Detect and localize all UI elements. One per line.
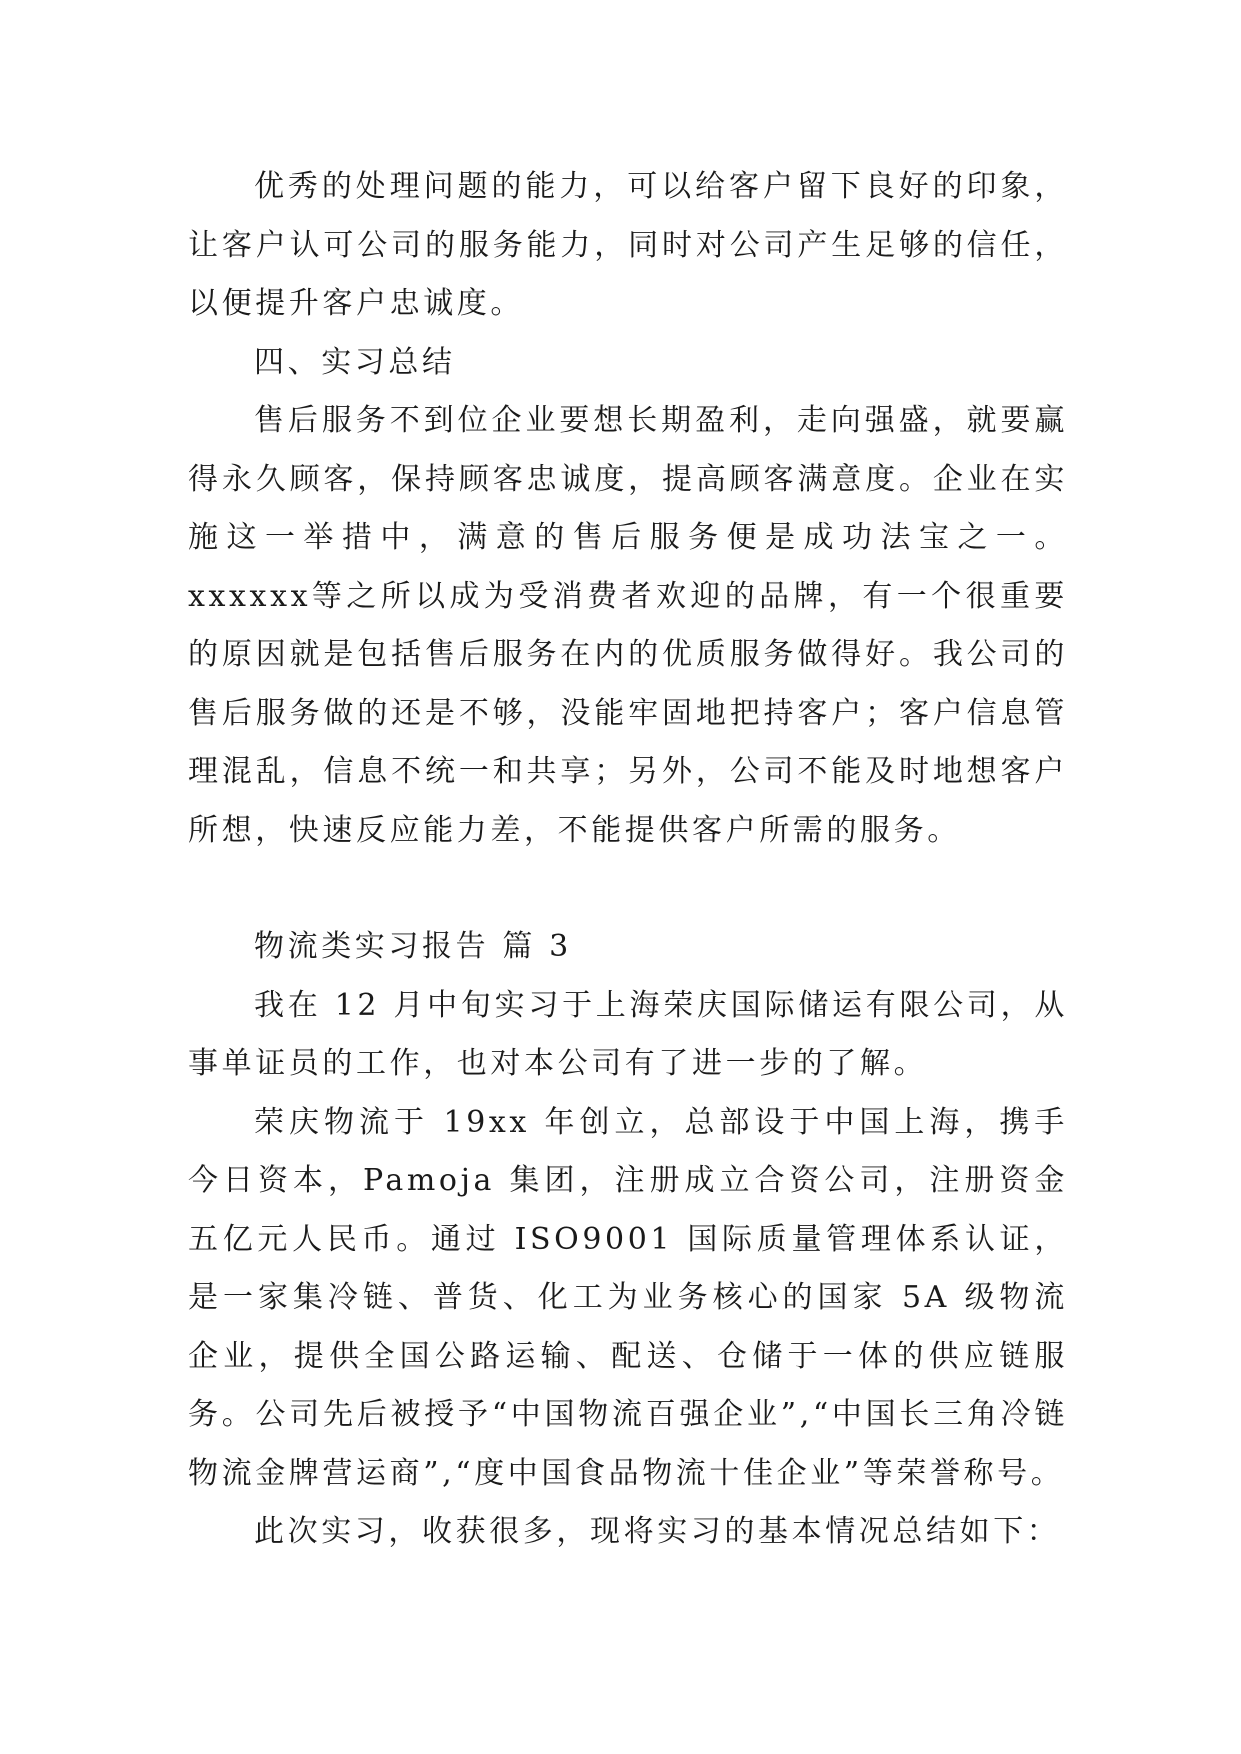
document-body: [188, 158, 1068, 1562]
paragraph-company-profile: 荣庆物流于 19xx 年创立，总部设于中国上海，携手今日资本，Pamoja 集团，注册成立合资公司，注册资金五亿元人民币。通过 ISO9001 国际质量管理体系认证，是一家集冷链、普货、化工为业务核心的国家 5A 级物流企业，提供全国公路运输、配送、仓储于一体的供应链服务。公司先后被授予“中国物流百强企业”,“中国长三角冷链物流金牌营运商”,“度中国食品物流十佳企业”等荣誉称号。: [188, 1104, 1068, 1491]
paragraph-customer-trust: 优秀的处理问题的能力，可以给客户留下良好的印象，让客户认可公司的服务能力，同时对公司产生足够的信任，以便提升客户忠诚度。: [188, 169, 1068, 321]
paragraph-after-sales-service: 售后服务不到位企业要想长期盈利，走向强盛，就要赢得永久顾客，保持顾客忠诚度，提高顾客满意度。企业在实施这一举措中，满意的售后服务便是成功法宝之一。xxxxxx等之所以成为受消费者欢迎的品牌，有一个很重要的原因就是包括售后服务在内的优质服务做得好。我公司的售后服务做的还是不够，没能牢固地把持客户；客户信息管理混乱，信息不统一和共享；另外，公司不能及时地想客户所想，快速反应能力差，不能提供客户所需的服务。: [188, 403, 1068, 848]
paragraph-summary-lead: 此次实习，收获很多，现将实习的基本情况总结如下：: [254, 1514, 1061, 1549]
section-heading-internship-summary: 四、实习总结: [254, 344, 456, 380]
paragraph-internship-intro: 我在 12 月中旬实习于上海荣庆国际储运有限公司，从事单证员的工作，也对本公司有了进一步的了解。: [188, 987, 1068, 1081]
section-spacer: [188, 860, 1068, 918]
report-title-part-3: 物流类实习报告 篇 3: [254, 929, 572, 964]
